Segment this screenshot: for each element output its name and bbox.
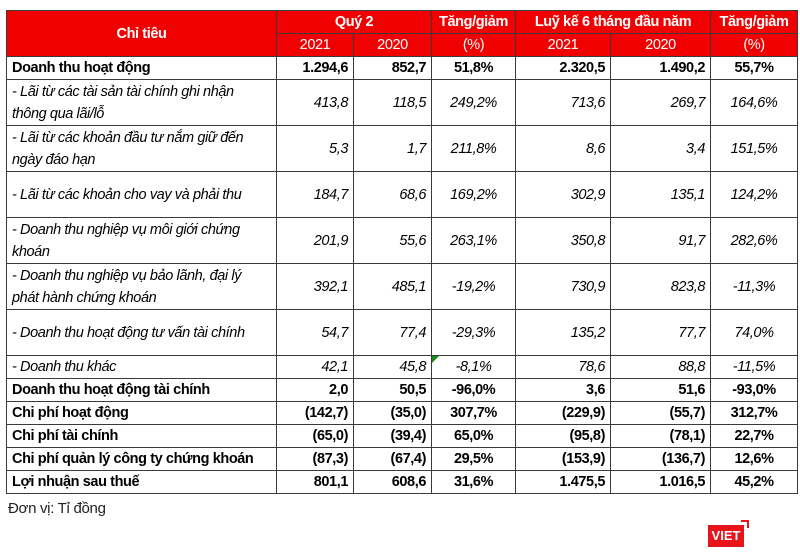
q2-2021: 801,1 <box>277 471 354 494</box>
ytd-change: -11,5% <box>711 356 798 379</box>
ytd-2021: 730,9 <box>516 264 611 310</box>
ytd-2021: (229,9) <box>516 402 611 425</box>
ytd-2020: (136,7) <box>611 448 711 471</box>
ytd-change: 22,7% <box>711 425 798 448</box>
q2-2020: 485,1 <box>354 264 432 310</box>
ytd-change: -11,3% <box>711 264 798 310</box>
q2-change: -29,3% <box>432 310 516 356</box>
q2-change: 169,2% <box>432 172 516 218</box>
unit-footnote: Đơn vị: Tỉ đồng <box>8 500 106 517</box>
table-row <box>7 310 798 356</box>
row-label: Chi phí tài chính <box>7 425 277 448</box>
q2-2021: 201,9 <box>277 218 354 264</box>
q2-2020: 118,5 <box>354 80 432 126</box>
q2-2021: 392,1 <box>277 264 354 310</box>
ytd-change: -93,0% <box>711 379 798 402</box>
ytd-2020: 91,7 <box>611 218 711 264</box>
ytd-2020: (78,1) <box>611 425 711 448</box>
header-ytd: Luỹ kế 6 tháng đầu năm <box>516 11 711 34</box>
q2-2021: (142,7) <box>277 402 354 425</box>
ytd-2020: 77,7 <box>611 310 711 356</box>
ytd-2020: 88,8 <box>611 356 711 379</box>
table-row <box>7 172 798 218</box>
viet-logo: VIET <box>708 525 744 547</box>
q2-2020: 45,8 <box>354 356 432 379</box>
row-label: Chi phí quản lý công ty chứng khoán <box>7 448 277 471</box>
row-label: - Lãi từ các khoản đầu tư nắm giữ đến ngày đáo hạn <box>7 126 277 172</box>
table-row <box>7 402 798 425</box>
row-label: - Doanh thu nghiệp vụ môi giới chứng khoán <box>7 218 277 264</box>
ytd-change: 312,7% <box>711 402 798 425</box>
q2-change: -19,2% <box>432 264 516 310</box>
header-change-ytd: Tăng/giảm <box>711 11 798 34</box>
ytd-change: 164,6% <box>711 80 798 126</box>
row-label: - Doanh thu nghiệp vụ bảo lãnh, đại lý phát hành chứng khoán <box>7 264 277 310</box>
q2-change: 29,5% <box>432 448 516 471</box>
ytd-2020: 135,1 <box>611 172 711 218</box>
header-change-q2: Tăng/giảm <box>432 11 516 34</box>
row-label: Doanh thu hoạt động tài chính <box>7 379 277 402</box>
header-ytd-2020: 2020 <box>611 34 711 57</box>
ytd-change: 12,6% <box>711 448 798 471</box>
header-change-ytd-unit: (%) <box>711 34 798 57</box>
table-row <box>7 356 798 379</box>
table-row <box>7 264 798 310</box>
ytd-change: 55,7% <box>711 57 798 80</box>
header-ytd-2021: 2021 <box>516 34 611 57</box>
q2-change: 263,1% <box>432 218 516 264</box>
ytd-2021: 302,9 <box>516 172 611 218</box>
q2-2021: 184,7 <box>277 172 354 218</box>
table-row <box>7 80 798 126</box>
q2-2021: 2,0 <box>277 379 354 402</box>
ytd-2021: 3,6 <box>516 379 611 402</box>
ytd-change: 282,6% <box>711 218 798 264</box>
q2-2020: 77,4 <box>354 310 432 356</box>
ytd-2021: (95,8) <box>516 425 611 448</box>
q2-2020: 68,6 <box>354 172 432 218</box>
q2-2021: 413,8 <box>277 80 354 126</box>
ytd-2020: 3,4 <box>611 126 711 172</box>
table-row <box>7 126 798 172</box>
q2-2020: 608,6 <box>354 471 432 494</box>
table-row <box>7 379 798 402</box>
ytd-2020: 1.016,5 <box>611 471 711 494</box>
q2-2021: 1.294,6 <box>277 57 354 80</box>
header-q2: Quý 2 <box>277 11 432 34</box>
ytd-2020: 1.490,2 <box>611 57 711 80</box>
header-indicator: Chỉ tiêu <box>7 11 277 57</box>
ytd-change: 74,0% <box>711 310 798 356</box>
q2-change: -96,0% <box>432 379 516 402</box>
q2-2020: 1,7 <box>354 126 432 172</box>
table-row <box>7 448 798 471</box>
q2-change: 51,8% <box>432 57 516 80</box>
ytd-2020: (55,7) <box>611 402 711 425</box>
row-label: - Doanh thu khác <box>7 356 277 379</box>
table-row <box>7 425 798 448</box>
q2-2020: 852,7 <box>354 57 432 80</box>
row-label: Doanh thu hoạt động <box>7 57 277 80</box>
q2-change: -8,1% <box>432 356 516 379</box>
row-label: - Lãi từ các tài sản tài chính ghi nhận thông qua lãi/lỗ <box>7 80 277 126</box>
ytd-2021: 135,2 <box>516 310 611 356</box>
q2-2021: 54,7 <box>277 310 354 356</box>
q2-2020: (67,4) <box>354 448 432 471</box>
ytd-2021: 350,8 <box>516 218 611 264</box>
ytd-2021: 1.475,5 <box>516 471 611 494</box>
q2-change: 31,6% <box>432 471 516 494</box>
financial-table <box>6 10 798 494</box>
q2-2020: (35,0) <box>354 402 432 425</box>
row-label: Lợi nhuận sau thuế <box>7 471 277 494</box>
table-row <box>7 218 798 264</box>
ytd-change: 124,2% <box>711 172 798 218</box>
ytd-2021: 713,6 <box>516 80 611 126</box>
q2-2020: (39,4) <box>354 425 432 448</box>
row-label: Chi phí hoạt động <box>7 402 277 425</box>
q2-change: 307,7% <box>432 402 516 425</box>
row-label: - Doanh thu hoạt động tư vấn tài chính <box>7 310 277 356</box>
q2-2020: 55,6 <box>354 218 432 264</box>
q2-change: 211,8% <box>432 126 516 172</box>
ytd-2021: 78,6 <box>516 356 611 379</box>
ytd-2021: 2.320,5 <box>516 57 611 80</box>
row-label: - Lãi từ các khoản cho vay và phải thu <box>7 172 277 218</box>
q2-2021: (65,0) <box>277 425 354 448</box>
q2-2021: 42,1 <box>277 356 354 379</box>
q2-2021: 5,3 <box>277 126 354 172</box>
ytd-change: 45,2% <box>711 471 798 494</box>
ytd-2021: (153,9) <box>516 448 611 471</box>
ytd-change: 151,5% <box>711 126 798 172</box>
ytd-2021: 8,6 <box>516 126 611 172</box>
q2-2020: 50,5 <box>354 379 432 402</box>
header-q2-2021: 2021 <box>277 34 354 57</box>
q2-2021: (87,3) <box>277 448 354 471</box>
ytd-2020: 823,8 <box>611 264 711 310</box>
q2-change: 65,0% <box>432 425 516 448</box>
q2-change: 249,2% <box>432 80 516 126</box>
header-q2-2020: 2020 <box>354 34 432 57</box>
ytd-2020: 269,7 <box>611 80 711 126</box>
header-change-q2-unit: (%) <box>432 34 516 57</box>
table-row <box>7 57 798 80</box>
ytd-2020: 51,6 <box>611 379 711 402</box>
table-row <box>7 471 798 494</box>
